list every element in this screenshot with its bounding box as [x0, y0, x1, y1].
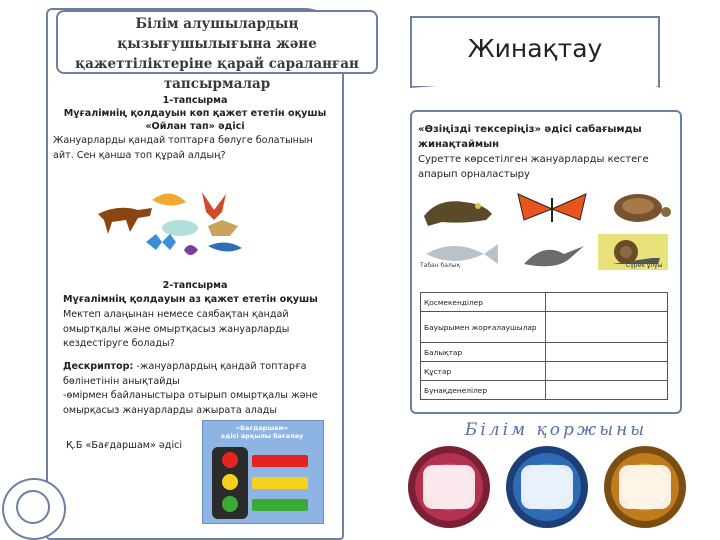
frog-icon [184, 245, 198, 255]
scroll-curl-inner [16, 490, 50, 524]
descriptor-label: Дескриптор: [63, 361, 134, 372]
descriptor [63, 360, 325, 389]
blue-rosette-center [521, 465, 573, 509]
fish-icon [426, 244, 498, 264]
row-label: Құстар [421, 362, 546, 381]
task2-heading: 2-тапсырма [162, 280, 228, 291]
task1-text: Жануарларды қандай топтарға бөлуге болатынын айт. Сен қанша топ құрай алдың? [53, 135, 313, 161]
snail-caption: Сүрек ұлуы [626, 262, 663, 269]
crab-icon [208, 220, 238, 236]
animals-collage [90, 180, 260, 268]
descriptor-item-2: -өмірмен байланыстыра отырып омыртқалы және омырқасыз жануарларды ажырата алады [63, 390, 318, 416]
starfish-icon [202, 192, 226, 220]
banner-title: Жинақтау [467, 34, 603, 63]
knowledge-bag-title: Білім қоржыны [464, 420, 648, 440]
traffic-light-title-2: әдісі арқылы бағалау [220, 432, 304, 440]
red-rosette-center [423, 465, 475, 509]
bird-icon [524, 246, 584, 266]
left-title: Білім алушылардың қызығушылығына және қажеттіліктеріне қарай сараланған тапсырмалар [56, 10, 378, 74]
horse-icon [98, 208, 152, 234]
task2-text: Мектеп алаңынан немесе саябақтан қандай омыртқалы және омыртқасыз жануарларды кездестіруге болады? [63, 309, 290, 349]
butterfly-image [510, 188, 594, 230]
task2-method: Мұғалімнің қолдауын аз қажет ететін оқушы [63, 294, 318, 305]
table-row [421, 381, 668, 400]
assessment-method: Қ.Б «Бағдаршам» әдісі [66, 440, 183, 451]
frog-image [418, 188, 502, 230]
table-row [421, 293, 668, 312]
green-label-bar [252, 499, 308, 511]
red-lamp-icon [222, 452, 238, 468]
row-label: Бауырымен жорғалаушылар [421, 312, 546, 343]
yellow-lamp-icon [222, 474, 238, 490]
classification-table [420, 292, 668, 400]
row-label: Балықтар [421, 343, 546, 362]
yellow-label-bar [252, 477, 308, 489]
task1-method-1: Мұғалімнің қолдауын көп қажет ететін оқушы [63, 108, 327, 119]
traffic-light-title [202, 424, 322, 440]
row-answer-cell[interactable] [546, 381, 668, 400]
task1-method-2: «Ойлан тап» әдісі [145, 121, 245, 132]
bird-image [510, 236, 594, 272]
fish-icon [152, 193, 186, 205]
row-answer-cell[interactable] [546, 343, 668, 362]
row-label: Бунақденелілер [421, 381, 546, 400]
fish-caption: Табан балық [420, 262, 461, 269]
green-lamp-icon [222, 496, 238, 512]
orange-rosette-center [619, 465, 671, 509]
panel-text: Суретте көрсетілген жануарларды кестеге апарып орналастыру [418, 154, 649, 180]
table-row [421, 312, 668, 343]
table-row [421, 343, 668, 362]
panel-heading: «Өзіңізді тексеріңіз» әдісі сабағымды жинақтаймын [418, 124, 642, 150]
task1-heading: 1-тапсырма [162, 95, 228, 106]
row-answer-cell[interactable] [546, 312, 668, 343]
seal-icon [162, 220, 198, 236]
row-label: Қосмекенділер [421, 293, 546, 312]
bird-icon [208, 242, 242, 251]
turtle-image [602, 188, 674, 230]
red-label-bar [252, 455, 308, 467]
descriptor-item-1: -жануарлардың қандай топтарға бөлінетінін анықтайды [63, 361, 307, 387]
traffic-light-title-1: «Бағдаршам» [235, 424, 289, 432]
table-row [421, 362, 668, 381]
butterfly-icon [146, 234, 176, 250]
row-answer-cell[interactable] [546, 293, 668, 312]
row-answer-cell[interactable] [546, 362, 668, 381]
